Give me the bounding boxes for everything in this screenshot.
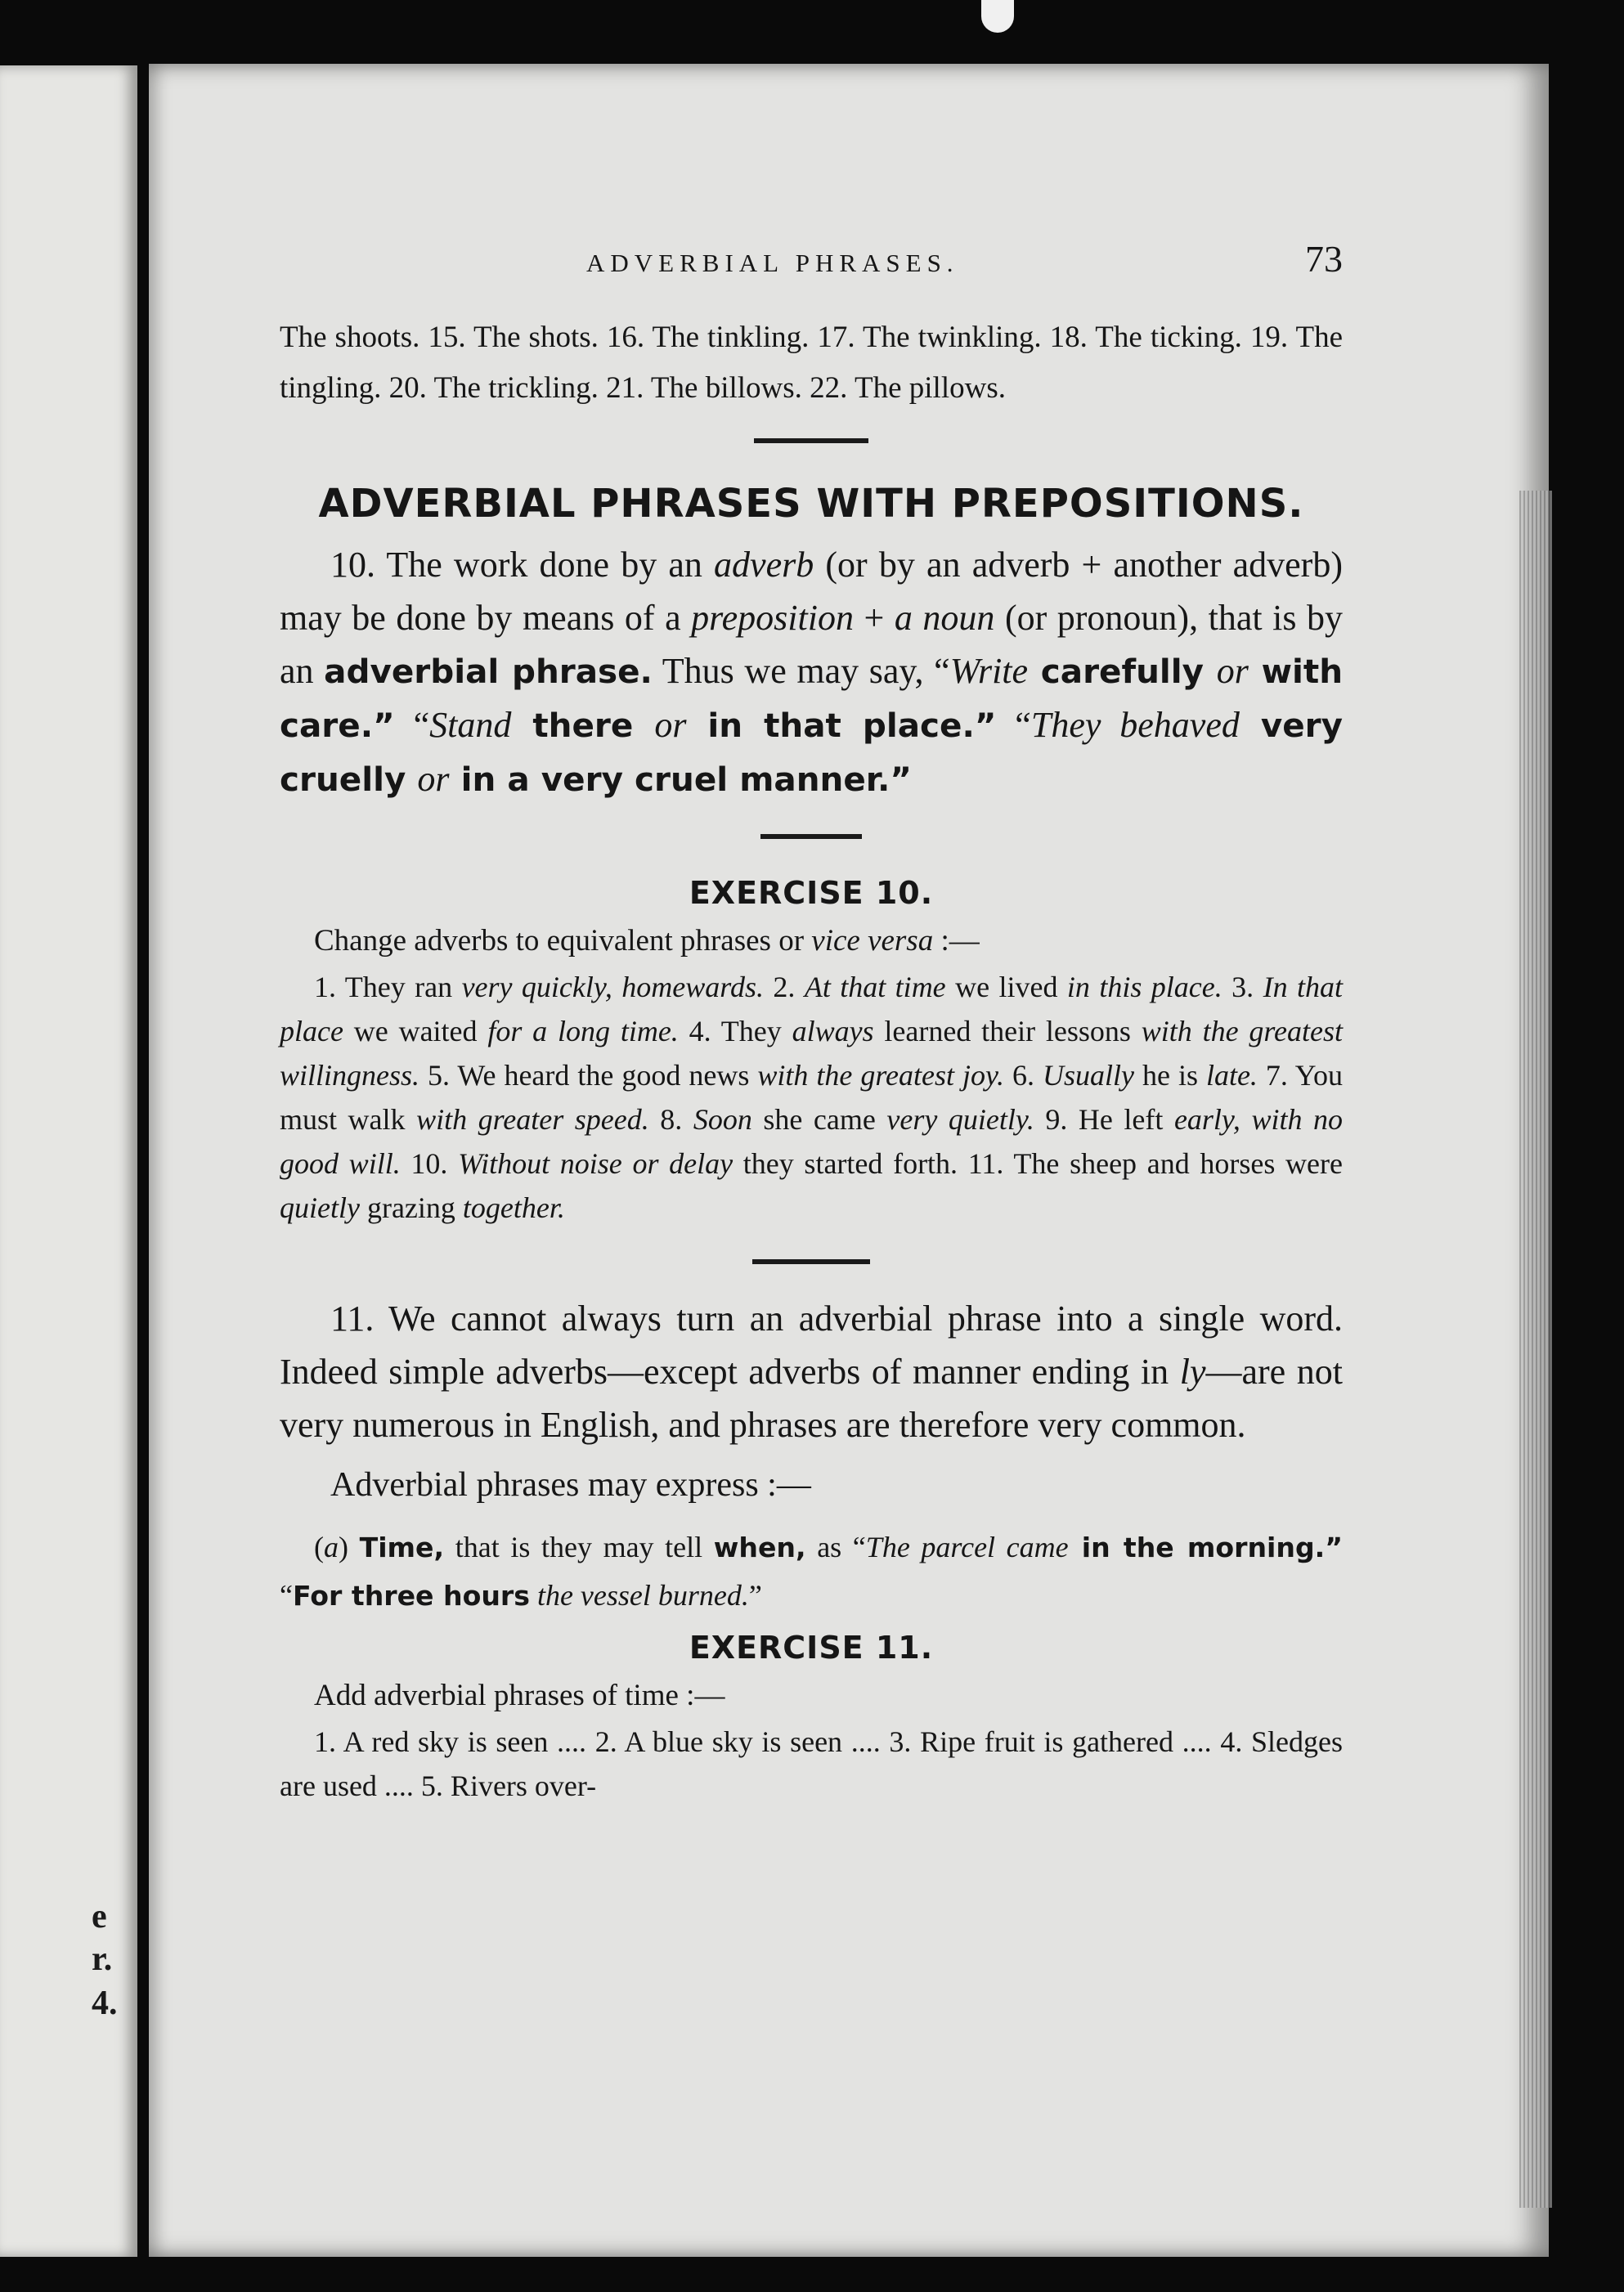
running-head (280, 237, 1343, 296)
continuation-text: The shoots. 15. The shots. 16. The tinkling. 17. The twinkling. 18. The ticking. 19. The tingling. 20. The trickling. 21. The billows. 22. The pillows. (280, 321, 1343, 405)
may-express-line: Adverbial phrases may express :— (330, 1466, 811, 1504)
page-edge-shading (1519, 491, 1552, 2208)
exercise-11-heading: EXERCISE 11. (689, 1630, 934, 1666)
page-number: 73 (1305, 238, 1343, 280)
exercise-10-text: 1. They ran very quickly, homewards. 2. At that time we lived in this place. 3. In that place we waited for a long time. 4. They always learned their lessons with the greatest willingness. 5. We heard the good news with the greatest joy. 6. Usually he is late. 7. You must walk with greater speed. 8. Soon she came very quietly. 9. He left early, with no good will. 10. Without noise or delay they started forth. 11. The sheep and horses were quietly grazing together. (280, 971, 1344, 1224)
section-heading: ADVERBIAL PHRASES WITH PREPOSITIONS. (318, 481, 1304, 527)
paragraph-10: 10. The work done by an adverb (or by an adverb + another adverb) may be done by means of a preposition + a noun (or pronoun), that is by an adverbial phrase. Thus we may say, “Write carefully or with care.” “Stand there or in that place.” “They behaved very cruelly or in a very cruel manner.” (280, 545, 1344, 799)
time-paragraph: (a) Time, that is they may tell when, as “The parcel came in the morning.” “For three hours the vessel burned.” (280, 1531, 1343, 1612)
left-fragment: e (92, 1898, 107, 1935)
divider-rule (752, 1259, 870, 1264)
left-page-sliver (0, 65, 137, 2257)
left-fragment: r. (92, 1940, 113, 1978)
left-fragment: 4. (92, 1985, 118, 2022)
running-head-title: ADVERBIAL PHRASES. (586, 249, 959, 277)
divider-rule (754, 438, 868, 443)
exercise-10-instruction: Change adverbs to equivalent phrases or vice versa :— (314, 924, 980, 958)
exercise-11-text: 1. A red sky is seen .... 2. A blue sky is seen .... 3. Ripe fruit is gathered .... 4. Sledges are used .... 5. Rivers over- (280, 1725, 1343, 1802)
paragraph-11: 11. We cannot always turn an adverbial phrase into a single word. Indeed simple adverbs—except adverbs of manner ending in ly—are not very numerous in English, and phrases are therefore very common. (280, 1299, 1343, 1445)
divider-rule (760, 834, 862, 839)
top-ink-blot (981, 0, 1014, 33)
exercise-11-instruction: Add adverbial phrases of time :— (314, 1679, 725, 1712)
exercise-10-heading: EXERCISE 10. (689, 875, 934, 911)
page-content (280, 237, 1343, 1808)
